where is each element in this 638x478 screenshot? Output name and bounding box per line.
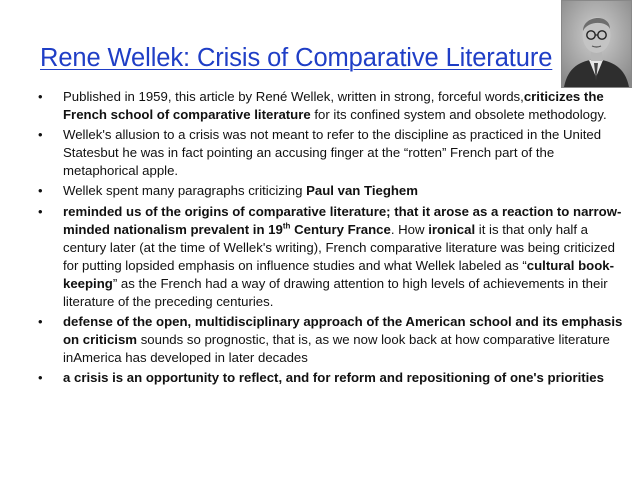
bullet-text: Wellek spent many paragraphs criticizing xyxy=(63,183,307,199)
bullet-text-bold: Paul van Tieghem xyxy=(306,183,418,199)
bullet-text: sounds so prognostic, that is, as we now look back at how comparative literature inAmerica has developed in later decades xyxy=(63,332,610,366)
bullet-text-bold: cultural book-keeping xyxy=(63,257,614,291)
bullet-text-bold: ironical xyxy=(428,221,476,237)
bullet-text: Published in 1959, this article by René Wellek, written in strong, forceful words, xyxy=(63,89,524,104)
bullet-item xyxy=(38,88,628,124)
bullet-item xyxy=(38,126,628,180)
slide-title: Rene Wellek: Crisis of Comparative Literature xyxy=(40,44,553,72)
portrait-photo xyxy=(561,0,632,88)
bullet-marker: • xyxy=(38,370,43,386)
bullet-marker: • xyxy=(38,183,43,199)
bullet-text-bold: Century France xyxy=(290,221,391,237)
bullet-list xyxy=(38,88,628,390)
bullet-text-bold: criticizes the French school of comparative literature xyxy=(63,89,604,123)
bullet-item xyxy=(38,313,628,367)
bullet-marker: • xyxy=(38,314,43,330)
bullet-text: . How xyxy=(390,221,429,237)
bullet-item xyxy=(38,369,628,387)
bullet-text-bold: reminded us of the origins of comparative literature; that it arose as a reaction to narrow-minded nationalism prevalent in 19 xyxy=(63,203,622,237)
bullet-text: Wellek's allusion to a crisis was not meant to refer to the discipline as practiced in the United Statesbut he was in fact pointing an accusing finger at the “rotten” French part of the metaphorical apple. xyxy=(63,127,602,179)
bullet-text-bold: a crisis is an opportunity to reflect, and for reform and repositioning of one's priorities xyxy=(63,370,604,386)
bullet-marker: • xyxy=(38,203,43,219)
superscript-th: th xyxy=(282,221,291,231)
bullet-text: for its confined system and obsolete methodology. xyxy=(310,107,607,123)
portrait-icon xyxy=(562,1,631,87)
bullet-text: it is that only half a century later (at the time of Wellek's writing), French comparative literature was being criticized for putting lopsided emphasis on influence studies and what Wellek labeled as “ xyxy=(63,221,615,273)
bullet-text-bold: defense of the open, multidisciplinary approach of the American school and its emphasis on criticism xyxy=(63,314,623,348)
bullet-marker: • xyxy=(38,127,43,143)
bullet-text: ” as the French had a way of drawing attention to high levels of achievements in their literature of the preceding centuries. xyxy=(63,275,608,310)
bullet-marker: • xyxy=(38,89,43,104)
bullet-item xyxy=(38,182,628,200)
bullet-item xyxy=(38,203,628,312)
